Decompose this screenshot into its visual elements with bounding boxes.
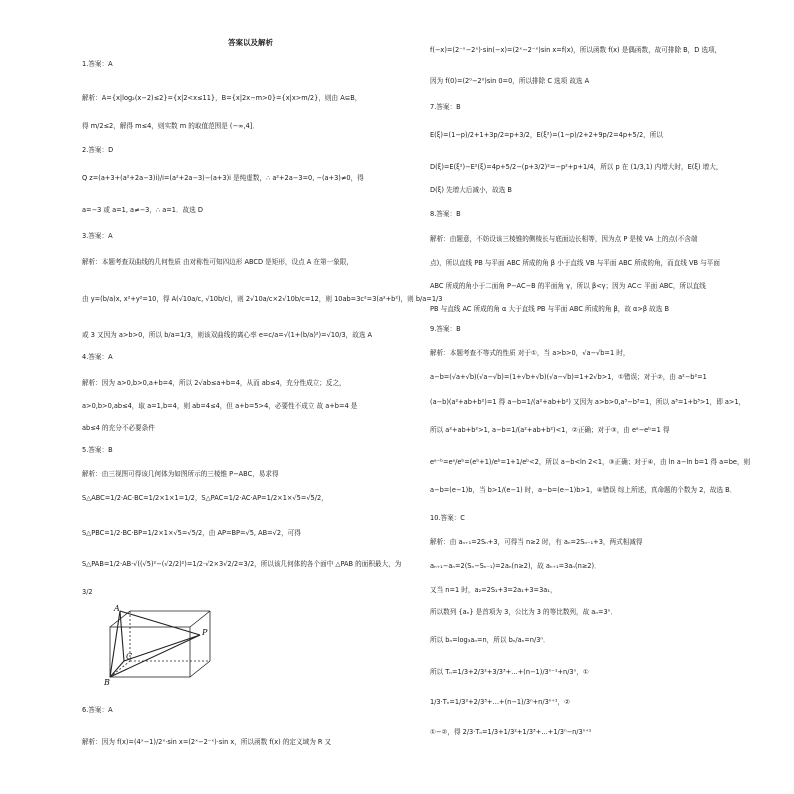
right-text-line: 点)，所以直线 PB 与平面 ABC 所成的角 β 小于直线 VB 与平面 ABC 所成的角，而直线 VB 与平面 <box>430 259 720 267</box>
right-text-line: 8.答案：B <box>430 210 461 218</box>
label-p: P <box>202 628 208 637</box>
left-text-line: 1.答案：A <box>82 60 113 68</box>
right-text-line: 所以数列 {aₙ} 是首项为 3，公比为 3 的等比数列，故 aₙ=3ⁿ． <box>430 608 617 616</box>
left-text-line: S△PBC=1/2·BC·BP=1/2×1×√5=√5/2，由 AP=BP=√5, AB=√2，可得 <box>82 529 301 537</box>
right-text-line: eᵃ⁻ᵇ=eᵃ/eᵇ=(eᵇ+1)/eᵇ=1+1/eᵇ<2，所以 a−b<ln 2<1，③正确；对于④，由 ln a−ln b=1 得 a=be，则 <box>430 458 751 466</box>
left-text-line: 解析：由三视图可得该几何体为如图所示的三棱锥 P−ABC，易求得 <box>82 470 279 478</box>
left-text-line: 4.答案：A <box>82 353 113 361</box>
left-text-line: 得 m/2≤2，解得 m≤4，则实数 m 的取值范围是 (−∞,4]． <box>82 122 259 130</box>
right-text-line: D(ξ) 先增大后减小，故选 B <box>430 186 512 194</box>
page-title: 答案以及解析 <box>228 38 273 47</box>
right-text-line: a−b=(e−1)b，当 b>1/(e−1) 时，a−b=(e−1)b>1，④错误 综上所述，真命题的个数为 2，故选 B． <box>430 486 737 494</box>
box-edge <box>190 611 210 627</box>
right-text-line: 9.答案：B <box>430 325 461 333</box>
right-text-line: 7.答案：B <box>430 103 461 111</box>
left-text-line: ab≤4 的充分不必要条件 <box>82 424 155 432</box>
right-text-line: ABC 所成的角小于二面角 P−AC−B 的平面角 γ，所以 β<γ；因为 AC⊂ 平面 ABC，所以直线 <box>430 282 706 290</box>
edge-ac <box>120 611 124 661</box>
right-text-line: (a−b)(a²+ab+b²)=1 得 a−b=1/(a²+ab+b²) 又因为 a>b>0,a³−b³=1，所以 a³=1+b³>1，即 a>1， <box>430 398 746 406</box>
left-text-line: 解析：A={x|log₂(x−2)≤2}={x|2<x≤11}，B={x|2x−m>0}={x|x>m/2}，则由 A⊆B， <box>82 94 362 102</box>
right-text-line: 所以 a²+ab+b²>1, a−b=1/(a²+ab+b²)<1，②正确；对于③，由 eᵃ−eᵇ=1 得 <box>430 426 670 434</box>
right-text-line: f(−x)=(2⁻ˣ−2ˣ)·sin(−x)=(2ˣ−2⁻ˣ)sin x=f(x)，所以函数 f(x) 是偶函数，故可排除 B，D 选项， <box>430 46 722 54</box>
left-text-line: 或 3 又因为 a>b>0，所以 b/a=1/3，则该双曲线的离心率 e=c/a=√(1+(b/a)²)=√10/3，故选 A <box>82 331 373 339</box>
left-text-line: a=−3 或 a=1, a≠−3，∴ a=1．故选 D <box>82 206 203 214</box>
left-text-line: 6.答案：A <box>82 706 113 714</box>
left-text-line: 解析：本题考查双曲线的几何性质 由对称性可知四边形 ABCD 是矩形，设点 A 在第一象限， <box>82 258 353 266</box>
right-text-line: 解析：由题意，不妨设该三棱锥的侧棱长与底面边长相等，因为点 P 是棱 VA 上的点(不含端 <box>430 235 698 243</box>
label-a: A <box>114 605 120 613</box>
right-text-line: 因为 f(0)=(2⁰−2⁰)sin 0=0，所以排除 C 选项 故选 A <box>430 77 590 85</box>
right-text-line: 10.答案：C <box>430 514 465 522</box>
right-text-line: PB 与直线 AC 所成的角 α 大于直线 PB 与平面 ABC 所成的角 β，故 α>β 故选 B <box>430 305 669 313</box>
left-text-line: 3/2 <box>82 588 93 596</box>
label-b: B <box>104 678 110 685</box>
left-text-line: 解析：因为 a>0,b>0,a+b=4，所以 2√ab≤a+b=4，从而 ab≤4，充分性成立；反之， <box>82 379 346 387</box>
box-edge <box>190 661 210 677</box>
left-text-line: 解析：因为 f(x)=(4ˣ−1)/2ˣ·sin x=(2ˣ−2⁻ˣ)·sin x，所以函数 f(x) 的定义域为 R 又 <box>82 738 332 746</box>
right-text-line: 1/3·Tₙ=1/3²+2/3³+…+(n−1)/3ⁿ+n/3ⁿ⁺¹，② <box>430 698 571 706</box>
left-text-line: S△ABC=1/2·AC·BC=1/2×1×1=1/2，S△PAC=1/2·AC·AP=1/2×1×√5=√5/2， <box>82 494 328 502</box>
edge-ap <box>120 611 200 635</box>
left-text-line: 3.答案：A <box>82 232 113 240</box>
left-text-line: 由 y=(b/a)x, x²+y²=10，得 A(√10a/c, √10b/c)，则 2√10a/c×2√10b/c=12，则 10ab=3c²=3(a²+b²)，则 b/a=1/3 <box>82 295 443 303</box>
left-text-line: 2.答案：D <box>82 146 114 154</box>
left-text-line: Q z=(a+3+(a²+2a−3)i)/i=(a²+2a−3)−(a+3)i 是纯虚数，∴ a²+2a−3=0, −(a+3)≠0，得 <box>82 174 364 182</box>
right-text-line: E(ξ)=(1−p)/2+1+3p/2=p+3/2，E(ξ²)=(1−p)/2+2+9p/2=4p+5/2，所以 <box>430 131 663 139</box>
right-text-line: 所以 bₙ=log₃aₙ=n，所以 bₙ/aₙ=n/3ⁿ． <box>430 636 550 644</box>
tetrahedron-figure <box>100 605 220 685</box>
edge-cp <box>124 635 200 661</box>
right-text-line: ①−②，得 2/3·Tₙ=1/3+1/3²+1/3³+…+1/3ⁿ−n/3ⁿ⁺¹ <box>430 728 592 736</box>
left-text-line: S△PAB=1/2·AB·√((√5)²−(√2/2)²)=1/2·√2×3√2/2=3/2，所以该几何体的各个面中 △PAB 的面积最大，为 <box>82 560 402 568</box>
right-text-line: aₙ₊₁−aₙ=2(Sₙ−Sₙ₋₁)=2aₙ(n≥2)，故 aₙ₊₁=3aₙ(n≥2)． <box>430 562 601 570</box>
label-c: C <box>126 652 133 661</box>
right-text-line: 解析：本题考查不等式的性质 对于①，当 a>b>0，√a−√b=1 时， <box>430 349 630 357</box>
right-text-line: 又当 n=1 时，a₂=2S₁+3=2a₁+3=3a₁， <box>430 586 557 594</box>
left-text-line: a>0,b>0,ab≤4，取 a=1,b=4，则 ab=4≤4，但 a+b=5>4，必要性不成立 故 a+b=4 是 <box>82 402 358 410</box>
right-text-line: 所以 Tₙ=1/3+2/3²+3/3³+…+(n−1)/3ⁿ⁻¹+n/3ⁿ，① <box>430 668 589 676</box>
left-text-line: 5.答案：B <box>82 446 113 454</box>
right-text-line: a−b=(√a+√b)(√a−√b)=(1+√b+√b)(√a−√b)=1+2√b>1，①错误；对于②，由 a²−b²=1 <box>430 373 707 381</box>
right-text-line: D(ξ)=E(ξ²)−E²(ξ)=4p+5/2−(p+3/2)²=−p²+p+1/4，所以 p 在 (1/3,1) 内增大时，E(ξ) 增大， <box>430 163 723 171</box>
right-text-line: 解析：由 aₙ₊₁=2Sₙ+3，可得当 n≥2 时，有 aₙ=2Sₙ₋₁+3，两式相减得 <box>430 538 643 546</box>
